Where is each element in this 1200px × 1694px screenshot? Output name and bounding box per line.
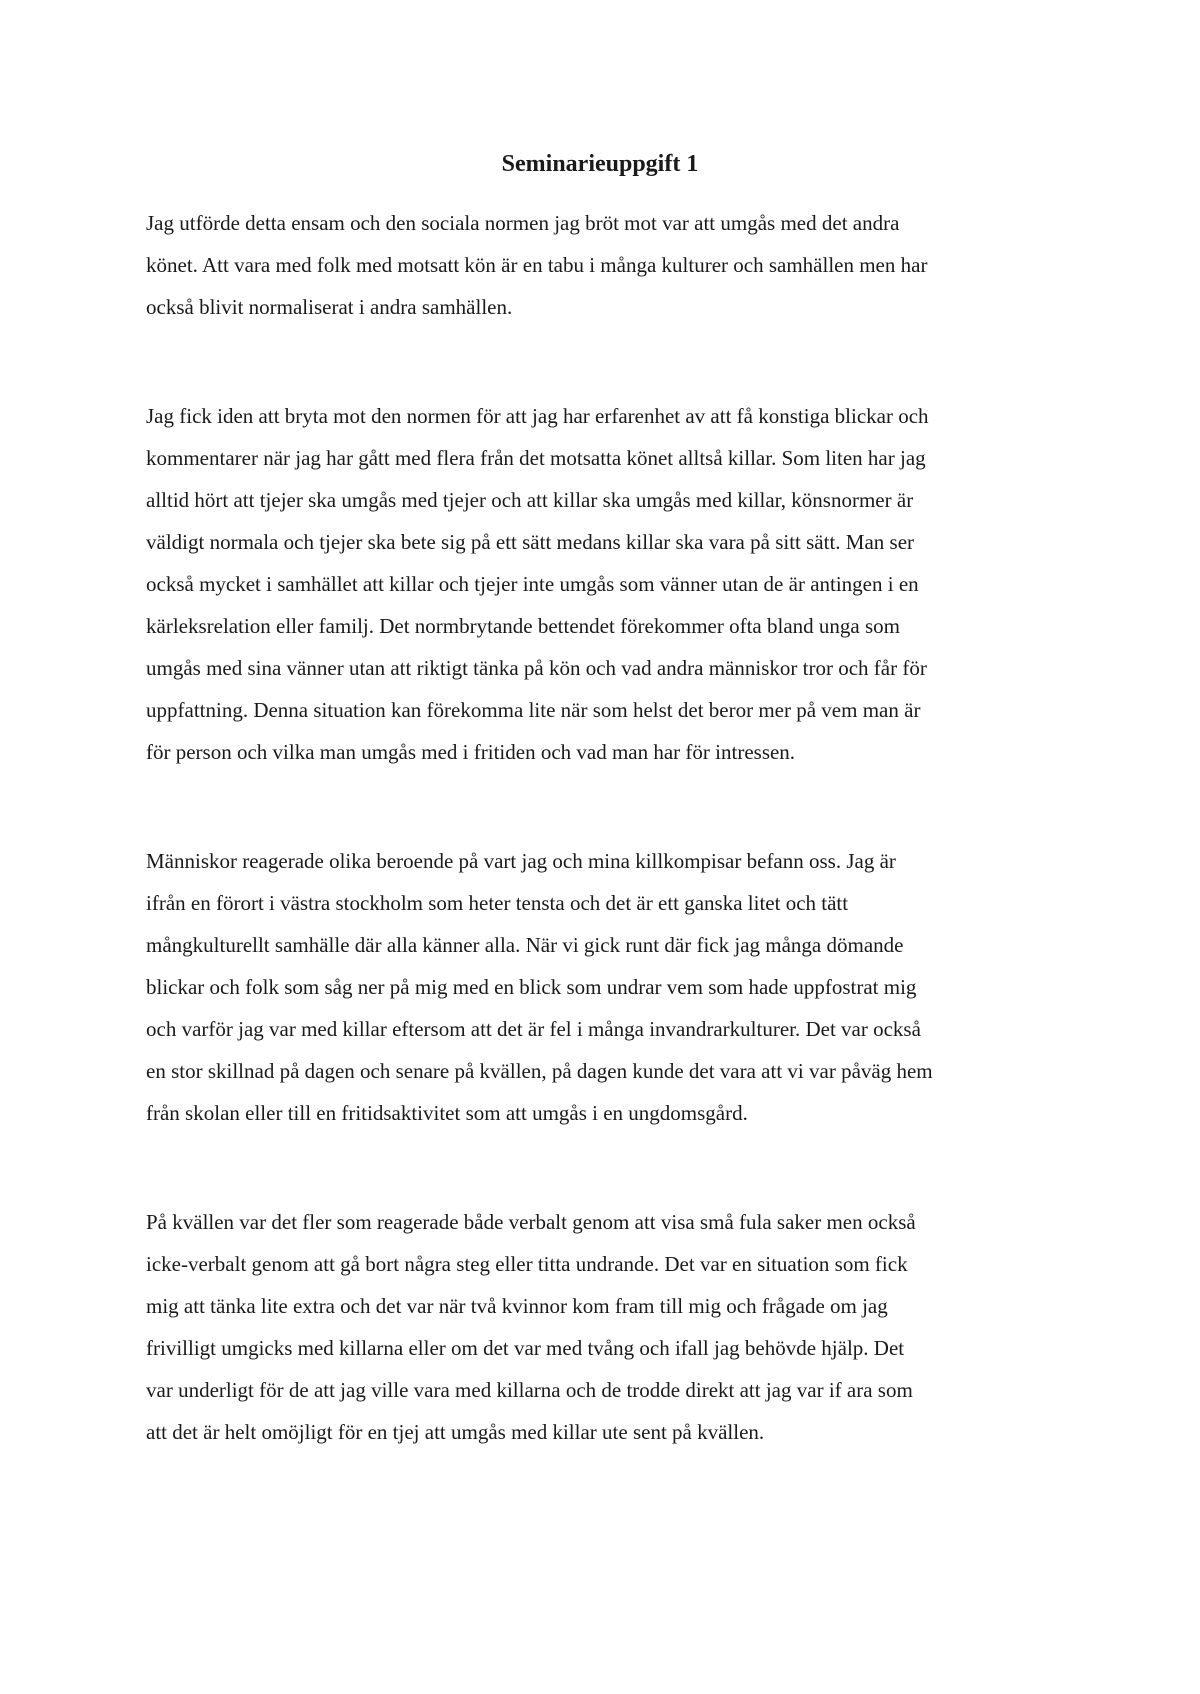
text-line: mig att tänka lite extra och det var när två kvinnor kom fram till mig och frågade om jag: [146, 1294, 888, 1318]
document-title: Seminarieuppgift 1: [501, 151, 699, 177]
text-line: en stor skillnad på dagen och senare på kvällen, på dagen kunde det vara att vi var påväg hem: [146, 1059, 933, 1083]
paragraph-2: [146, 395, 1066, 773]
text-line: att det är helt omöjligt för en tjej att umgås med killar ute sent på kvällen.: [146, 1420, 765, 1444]
text-line: På kvällen var det fler som reagerade både verbalt genom att visa små fula saker men också: [146, 1210, 916, 1234]
text-line: ifrån en förort i västra stockholm som heter tensta och det är ett ganska litet och tätt: [146, 891, 849, 915]
text-line: könet. Att vara med folk med motsatt kön är en tabu i många kulturer och samhällen men har: [146, 253, 928, 277]
text-line: också mycket i samhället att killar och tjejer inte umgås som vänner utan de är antingen i en: [146, 572, 919, 596]
text-line: Jag utförde detta ensam och den sociala normen jag bröt mot var att umgås med det andra: [146, 211, 900, 235]
text-line: och varför jag var med killar eftersom att det är fel i många invandrarkulturer. Det var också: [146, 1017, 921, 1041]
text-line: icke-verbalt genom att gå bort några steg eller titta undrande. Det var en situation som fick: [146, 1252, 908, 1276]
paragraph-1: [146, 202, 1066, 328]
text-line: umgås med sina vänner utan att riktigt tänka på kön och vad andra människor tror och får för: [146, 656, 927, 680]
text-line: från skolan eller till en fritidsaktivitet som att umgås i en ungdomsgård.: [146, 1101, 748, 1125]
text-line: väldigt normala och tjejer ska bete sig på ett sätt medans killar ska vara på sitt sätt. Man ser: [146, 530, 915, 554]
text-line: också blivit normaliserat i andra samhällen.: [146, 295, 513, 319]
text-line: var underligt för de att jag ville vara med killarna och de trodde direkt att jag var if ara som: [146, 1378, 913, 1402]
text-line: för person och vilka man umgås med i fritiden och vad man har för intressen.: [146, 740, 796, 764]
text-line: alltid hört att tjejer ska umgås med tjejer och att killar ska umgås med killar, könsnormer är: [146, 488, 914, 512]
paragraph-4: [146, 1201, 1066, 1453]
text-line: blickar och folk som såg ner på mig med en blick som undrar vem som hade uppfostrat mig: [146, 975, 917, 999]
text-line: frivilligt umgicks med killarna eller om det var med tvång och ifall jag behövde hjälp. Det: [146, 1336, 905, 1360]
document-body: [146, 202, 1066, 1453]
text-line: Jag fick iden att bryta mot den normen för att jag har erfarenhet av att få konstiga blickar och: [146, 404, 929, 428]
text-line: kommentarer när jag har gått med flera från det motsatta könet alltså killar. Som liten har jag: [146, 446, 926, 470]
text-line: kärleksrelation eller familj. Det normbrytande bettendet förekommer ofta bland unga som: [146, 614, 900, 638]
text-line: mångkulturellt samhälle där alla känner alla. När vi gick runt där fick jag många dömande: [146, 933, 904, 957]
paragraph-3: [146, 840, 1066, 1134]
text-line: Människor reagerade olika beroende på vart jag och mina killkompisar befann oss. Jag är: [146, 849, 896, 873]
text-line: uppfattning. Denna situation kan förekomma lite när som helst det beror mer på vem man är: [146, 698, 921, 722]
